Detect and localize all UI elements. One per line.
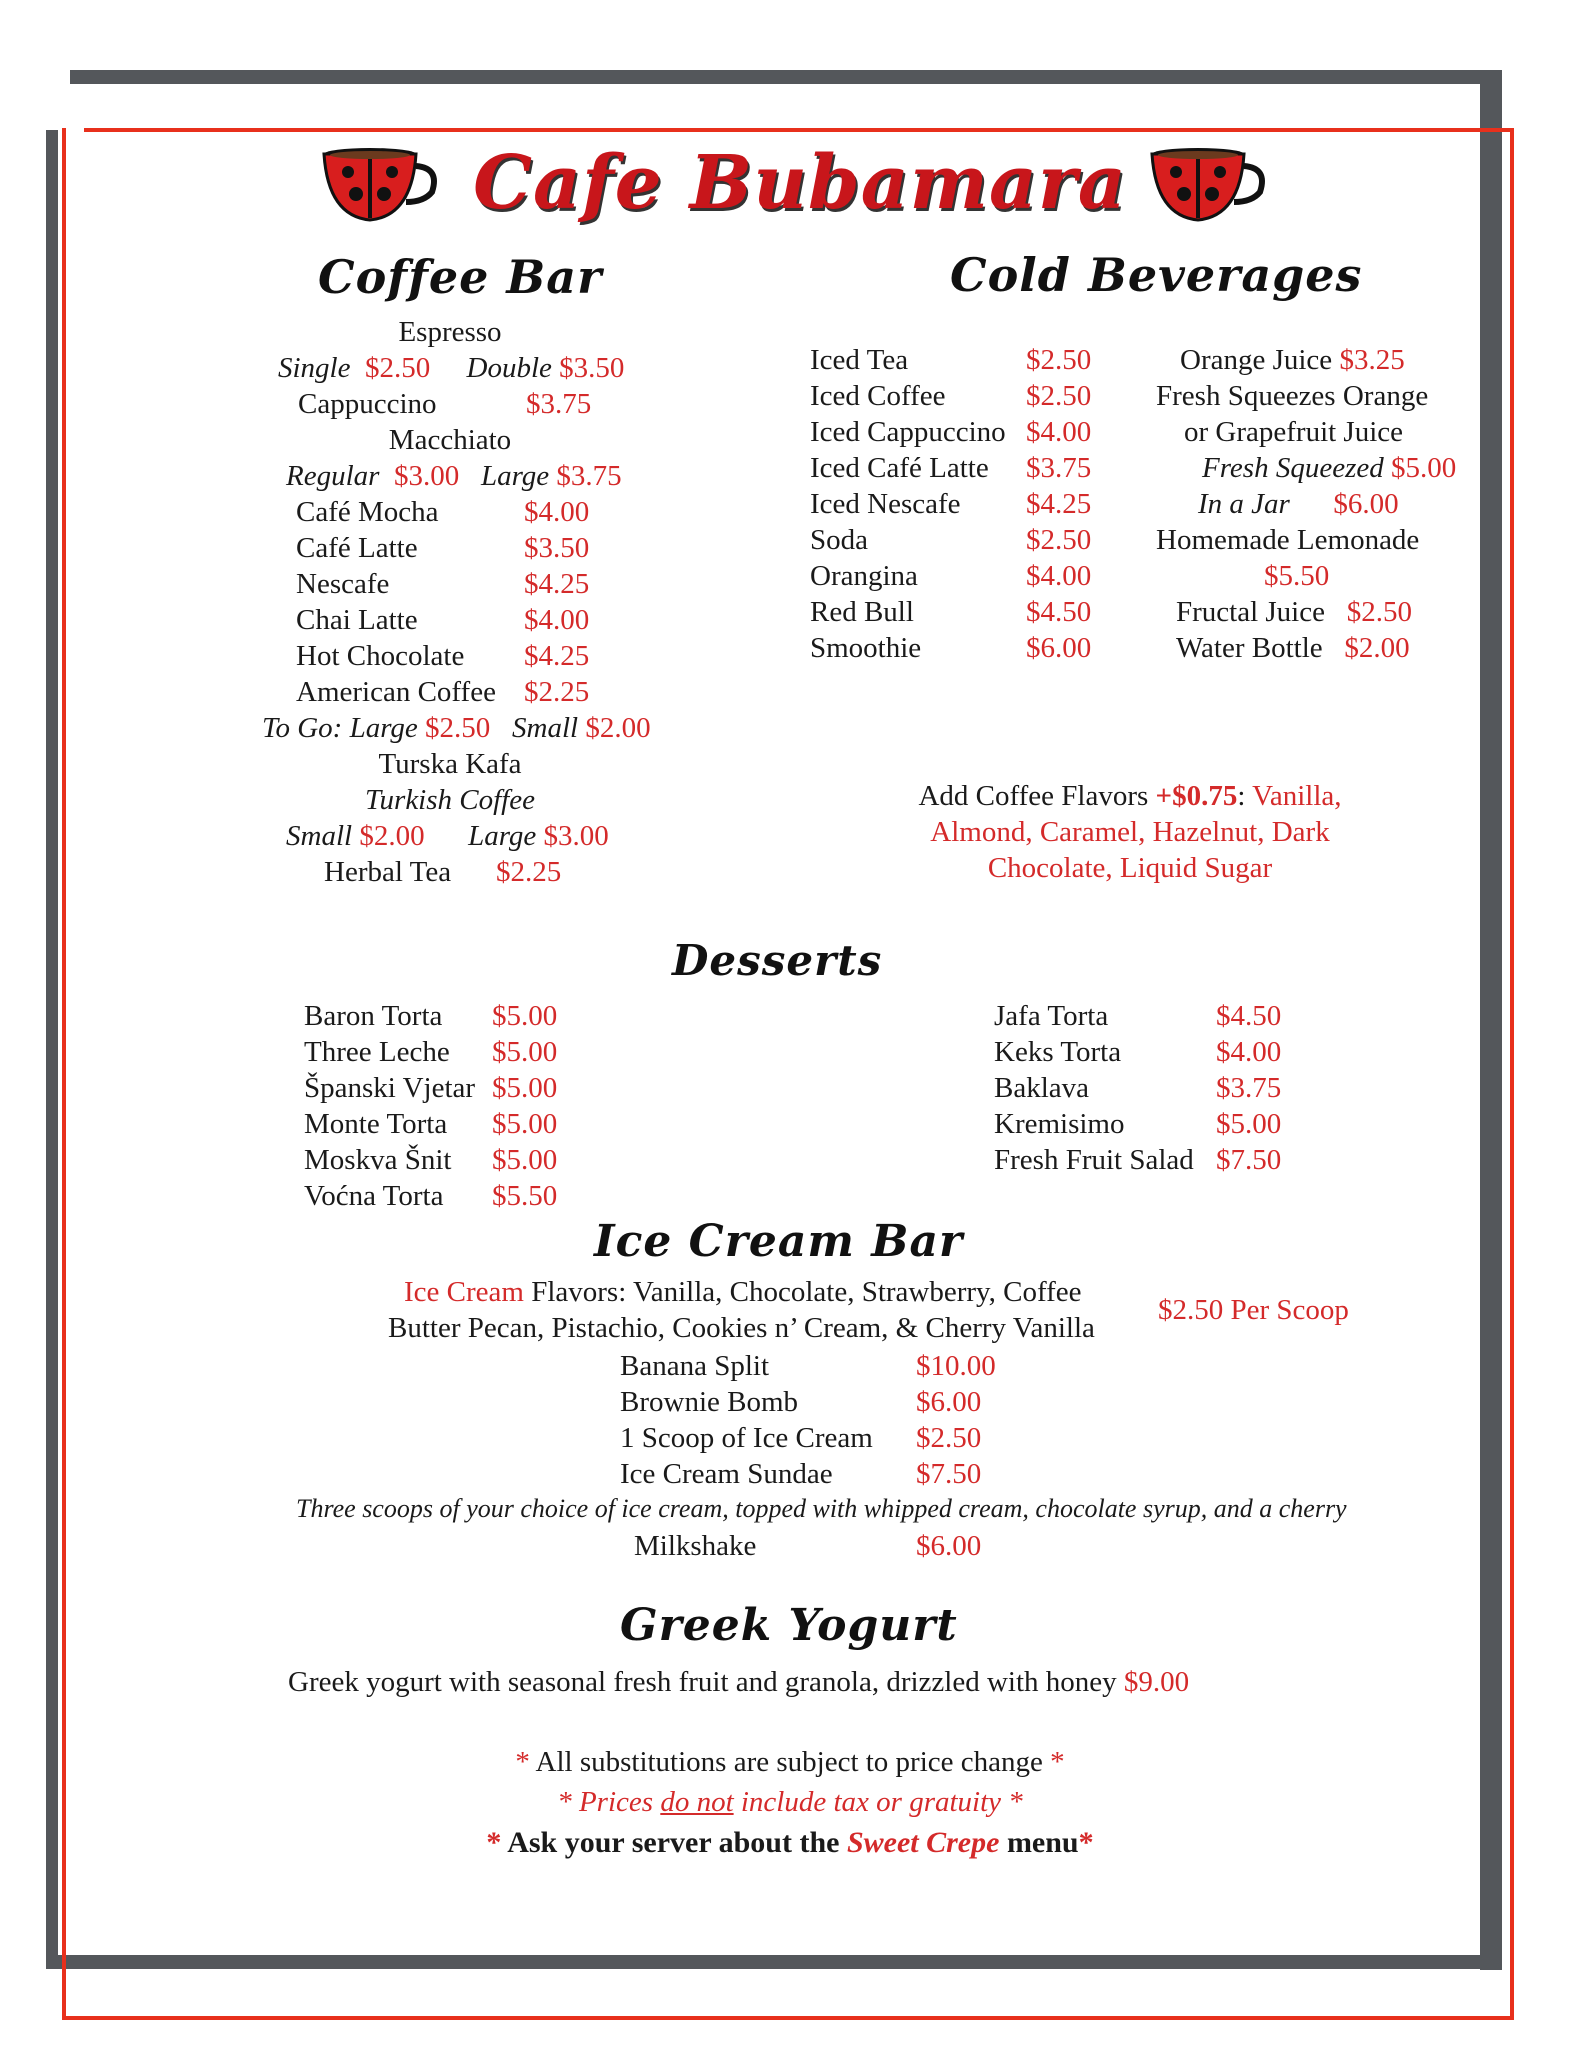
turkish-coffee-label: Turkish Coffee [365,784,535,816]
fresh-squeezes-line1: Fresh Squeezes Orange [1156,380,1429,412]
dessert-item-name: Three Leche [304,1036,450,1068]
espresso-label: Espresso [398,316,502,348]
dessert-item-price: $4.50 [1216,1000,1282,1032]
macchiato-sizes: Regular $3.00 Large $3.75 [286,460,622,492]
fresh-squeezed-row: Fresh Squeezed $5.00 [1202,452,1457,484]
desserts-heading: Desserts [672,936,883,985]
dessert-item-price: $3.75 [1216,1072,1282,1104]
dessert-item-name: Fresh Fruit Salad [994,1144,1194,1176]
dessert-item-price: $5.00 [492,1072,558,1104]
ice-cream-item-price: $10.00 [916,1350,996,1382]
note-substitutions: * All substitutions are subject to price change * [515,1746,1065,1778]
dessert-item-price: $5.00 [492,1036,558,1068]
coffee-bar-heading: Coffee Bar [318,250,603,304]
dessert-item-name: Baklava [994,1072,1090,1104]
dessert-item-name: Monte Torta [304,1108,448,1140]
ice-cream-item-price: $2.50 [916,1422,982,1454]
milkshake-name: Milkshake [634,1530,757,1562]
fresh-squeezes-line2: or Grapefruit Juice [1184,416,1404,448]
red-frame-left [62,128,66,2020]
dessert-item-price: $5.00 [492,1108,558,1140]
cold-item-price: $4.50 [1026,596,1092,628]
ice-cream-item-name: Brownie Bomb [620,1386,799,1418]
dessert-item-name: Moskva Šnit [304,1144,452,1176]
dessert-item-price: $5.00 [492,1144,558,1176]
water-bottle-row: Water Bottle $2.00 [1176,632,1410,664]
ice-cream-flavors-line1: Ice Cream Flavors: Vanilla, Chocolate, Strawberry, Coffee [404,1276,1082,1308]
coffee-item-name: Café Latte [296,532,418,564]
coffee-item-name: Hot Chocolate [296,640,465,672]
ice-cream-heading: Ice Cream Bar [594,1216,964,1267]
red-frame-right [1510,128,1514,2020]
coffee-flavors-line3: Chocolate, Liquid Sugar [987,852,1273,884]
ladybug-cup-icon-right [1148,146,1276,226]
coffee-flavors-line2: Almond, Caramel, Hazelnut, Dark [930,816,1330,848]
ladybug-cup-icon-left [320,146,448,226]
gray-frame-left [46,130,58,1965]
ice-cream-item-name: 1 Scoop of Ice Cream [620,1422,873,1454]
cold-item-price: $6.00 [1026,632,1092,664]
cold-item-name: Iced Cappuccino [810,416,1006,448]
ice-cream-item-name: Ice Cream Sundae [620,1458,833,1490]
coffee-item-price: $2.25 [524,676,590,708]
dessert-item-price: $7.50 [1216,1144,1282,1176]
red-frame-bottom [62,2016,1514,2020]
dessert-item-price: $5.00 [492,1000,558,1032]
coffee-item-price: $4.25 [524,640,590,672]
coffee-item-name: Nescafe [296,568,390,600]
ice-cream-item-price: $7.50 [916,1458,982,1490]
dessert-item-name: Keks Torta [994,1036,1122,1068]
ice-cream-item-name: Banana Split [620,1350,770,1382]
cold-item-price: $3.75 [1026,452,1092,484]
cappuccino-price: $3.75 [526,388,592,420]
dessert-item-name: Španski Vjetar [304,1072,476,1104]
espresso-sizes: Single $2.50 Double $3.50 [278,352,625,384]
cold-item-name: Iced Tea [810,344,909,376]
lemonade-price: $5.50 [1264,560,1330,592]
gray-frame-bottom [46,1955,1502,1969]
cold-item-name: Soda [810,524,868,556]
turska-kafa-label: Turska Kafa [378,748,522,780]
cold-item-price: $2.50 [1026,524,1092,556]
note-tax: * Prices do not include tax or gratuity * [557,1786,1023,1818]
greek-yogurt-heading: Greek Yogurt [620,1600,958,1651]
cold-item-name: Iced Coffee [810,380,946,412]
fructal-juice-row: Fructal Juice $2.50 [1176,596,1412,628]
cold-item-price: $4.25 [1026,488,1092,520]
turkish-sizes: Small $2.00 Large $3.00 [286,820,609,852]
dessert-item-name: Baron Torta [304,1000,443,1032]
cold-item-name: Iced Nescafe [810,488,961,520]
cold-item-name: Smoothie [810,632,922,664]
macchiato-label: Macchiato [388,424,512,456]
coffee-item-name: Café Mocha [296,496,439,528]
coffee-item-price: $3.50 [524,532,590,564]
cold-item-price: $2.50 [1026,380,1092,412]
cappuccino-name: Cappuccino [298,388,437,420]
cold-item-name: Red Bull [810,596,914,628]
dessert-item-name: Jafa Torta [994,1000,1109,1032]
lemonade-name: Homemade Lemonade [1156,524,1420,556]
dessert-item-name: Kremisimo [994,1108,1125,1140]
cold-beverages-heading: Cold Beverages [950,248,1363,302]
herbal-tea-name: Herbal Tea [324,856,452,888]
dessert-item-price: $5.50 [492,1180,558,1212]
ice-cream-flavors-line2: Butter Pecan, Pistachio, Cookies n’ Cream, & Cherry Vanilla [388,1312,1095,1344]
to-go-row: To Go: Large $2.50 Small $2.00 [262,712,651,744]
cold-item-price: $2.50 [1026,344,1092,376]
gray-frame-top [70,70,1502,84]
orange-juice-row: Orange Juice $3.25 [1180,344,1405,376]
dessert-item-price: $4.00 [1216,1036,1282,1068]
ice-cream-item-price: $6.00 [916,1386,982,1418]
page-title: Cafe Bubamara [473,140,1127,226]
coffee-flavors-line1: Add Coffee Flavors +$0.75: Vanilla, [918,780,1342,812]
dessert-item-name: Voćna Torta [304,1180,444,1212]
cold-item-price: $4.00 [1026,416,1092,448]
gray-frame-right [1480,70,1502,1970]
greek-yogurt-row: Greek yogurt with seasonal fresh fruit and granola, drizzled with honey $9.00 [288,1666,1190,1698]
cold-item-name: Orangina [810,560,918,592]
in-a-jar-row: In a Jar $6.00 [1198,488,1399,520]
coffee-item-price: $4.00 [524,496,590,528]
red-frame-top [84,128,1514,132]
coffee-item-name: Chai Latte [296,604,418,636]
coffee-item-price: $4.25 [524,568,590,600]
dessert-item-price: $5.00 [1216,1108,1282,1140]
cold-item-price: $4.00 [1026,560,1092,592]
per-scoop-price: $2.50 Per Scoop [1158,1294,1349,1326]
herbal-tea-price: $2.25 [496,856,562,888]
note-sweet-crepe: * Ask your server about the Sweet Crepe menu* [486,1826,1094,1859]
sundae-description: Three scoops of your choice of ice cream, topped with whipped cream, chocolate syrup, and a cherry [296,1494,1347,1523]
coffee-item-name: American Coffee [296,676,496,708]
cold-item-name: Iced Café Latte [810,452,989,484]
coffee-item-price: $4.00 [524,604,590,636]
milkshake-price: $6.00 [916,1530,982,1562]
